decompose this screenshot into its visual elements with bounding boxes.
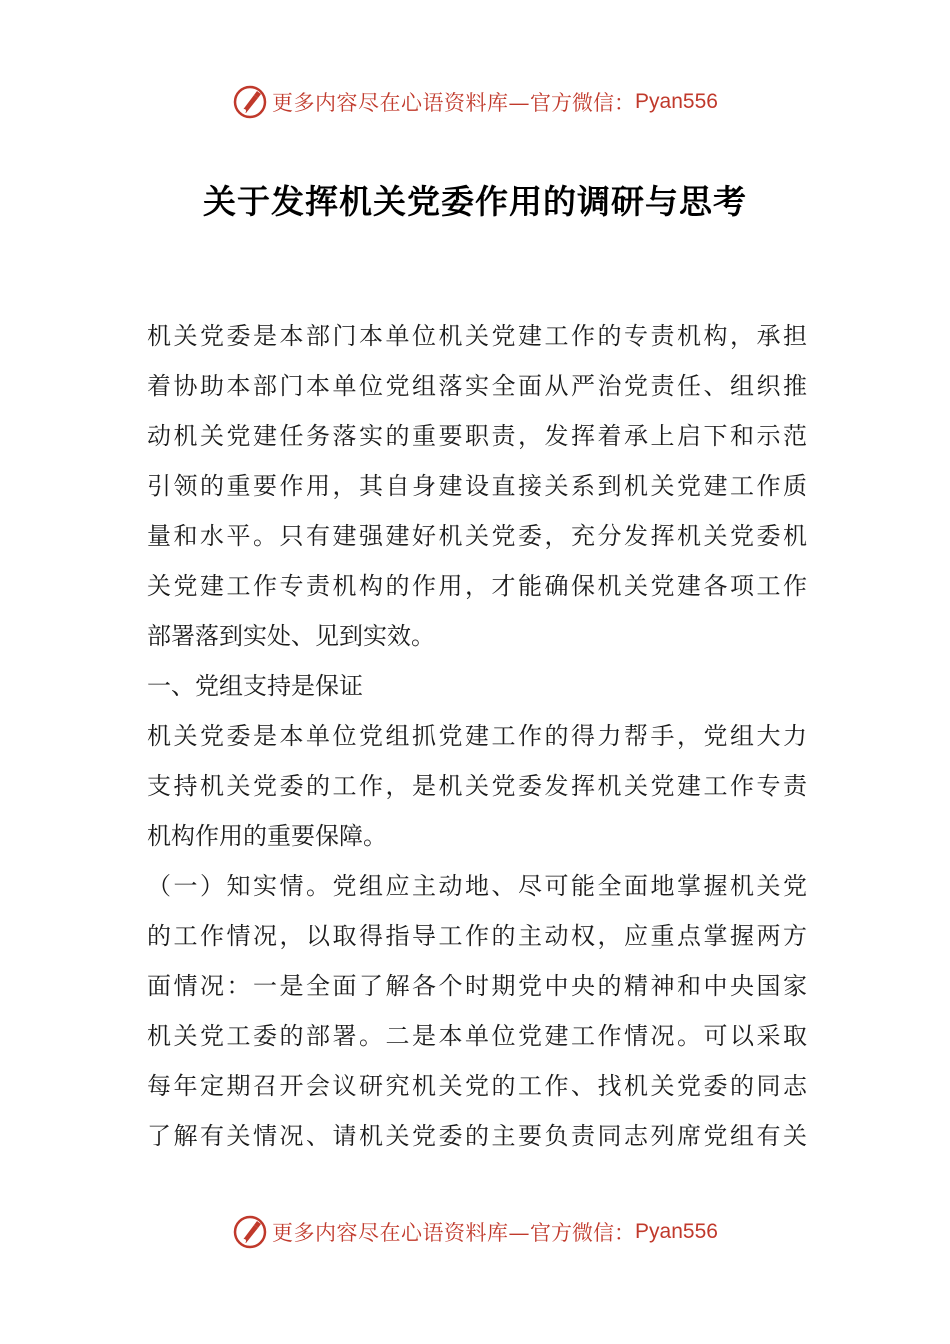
document-title: 关于发挥机关党委作用的调研与思考 <box>203 182 747 221</box>
body-line: 量和水平。只有建强建好机关党委，充分发挥机关党委机 <box>147 522 807 550</box>
footer-contact-value: Pyan556 <box>635 1220 718 1243</box>
pen-nib-logo-icon <box>232 84 268 120</box>
footer-watermark-banner <box>0 1212 950 1252</box>
body-line: 部署落到实处、见到实效。 <box>147 622 435 650</box>
body-line: 着协助本部门本单位党组落实全面从严治党责任、组织推 <box>147 372 807 400</box>
body-line: 机关党委是本部门本单位机关党建工作的专责机构，承担 <box>147 322 807 350</box>
footer-slogan: 更多内容尽在心语资料库— <box>272 1221 531 1245</box>
body-line: 关党建工作专责机构的作用，才能确保机关党建各项工作 <box>147 572 807 600</box>
body-line: 支持机关党委的工作，是机关党委发挥机关党建工作专责 <box>147 772 807 800</box>
document-body <box>147 311 807 1161</box>
body-line: 每年定期召开会议研究机关党的工作、找机关党委的同志 <box>147 1072 807 1100</box>
header-contact-value: Pyan556 <box>635 90 718 113</box>
body-line: （一）知实情。党组应主动地、尽可能全面地掌握机关党 <box>147 872 807 900</box>
section-heading: 一、党组支持是保证 <box>147 672 363 700</box>
footer-contact-label: 官方微信： <box>530 1221 636 1245</box>
body-line: 了解有关情况、请机关党委的主要负责同志列席党组有关 <box>147 1122 807 1150</box>
header-watermark-banner <box>0 82 950 122</box>
body-line: 动机关党建任务落实的重要职责，发挥着承上启下和示范 <box>147 422 807 450</box>
body-line: 机构作用的重要保障。 <box>147 822 387 850</box>
header-slogan: 更多内容尽在心语资料库— <box>272 91 531 115</box>
pen-nib-logo-icon <box>232 1214 268 1250</box>
body-line: 机关党工委的部署。二是本单位党建工作情况。可以采取 <box>147 1022 807 1050</box>
body-line: 的工作情况，以取得指导工作的主动权，应重点掌握两方 <box>147 922 807 950</box>
body-line: 面情况：一是全面了解各个时期党中央的精神和中央国家 <box>147 972 807 1000</box>
body-line: 引领的重要作用，其自身建设直接关系到机关党建工作质 <box>147 472 807 500</box>
body-line: 机关党委是本单位党组抓党建工作的得力帮手，党组大力 <box>147 722 807 750</box>
header-contact-label: 官方微信： <box>530 91 636 115</box>
